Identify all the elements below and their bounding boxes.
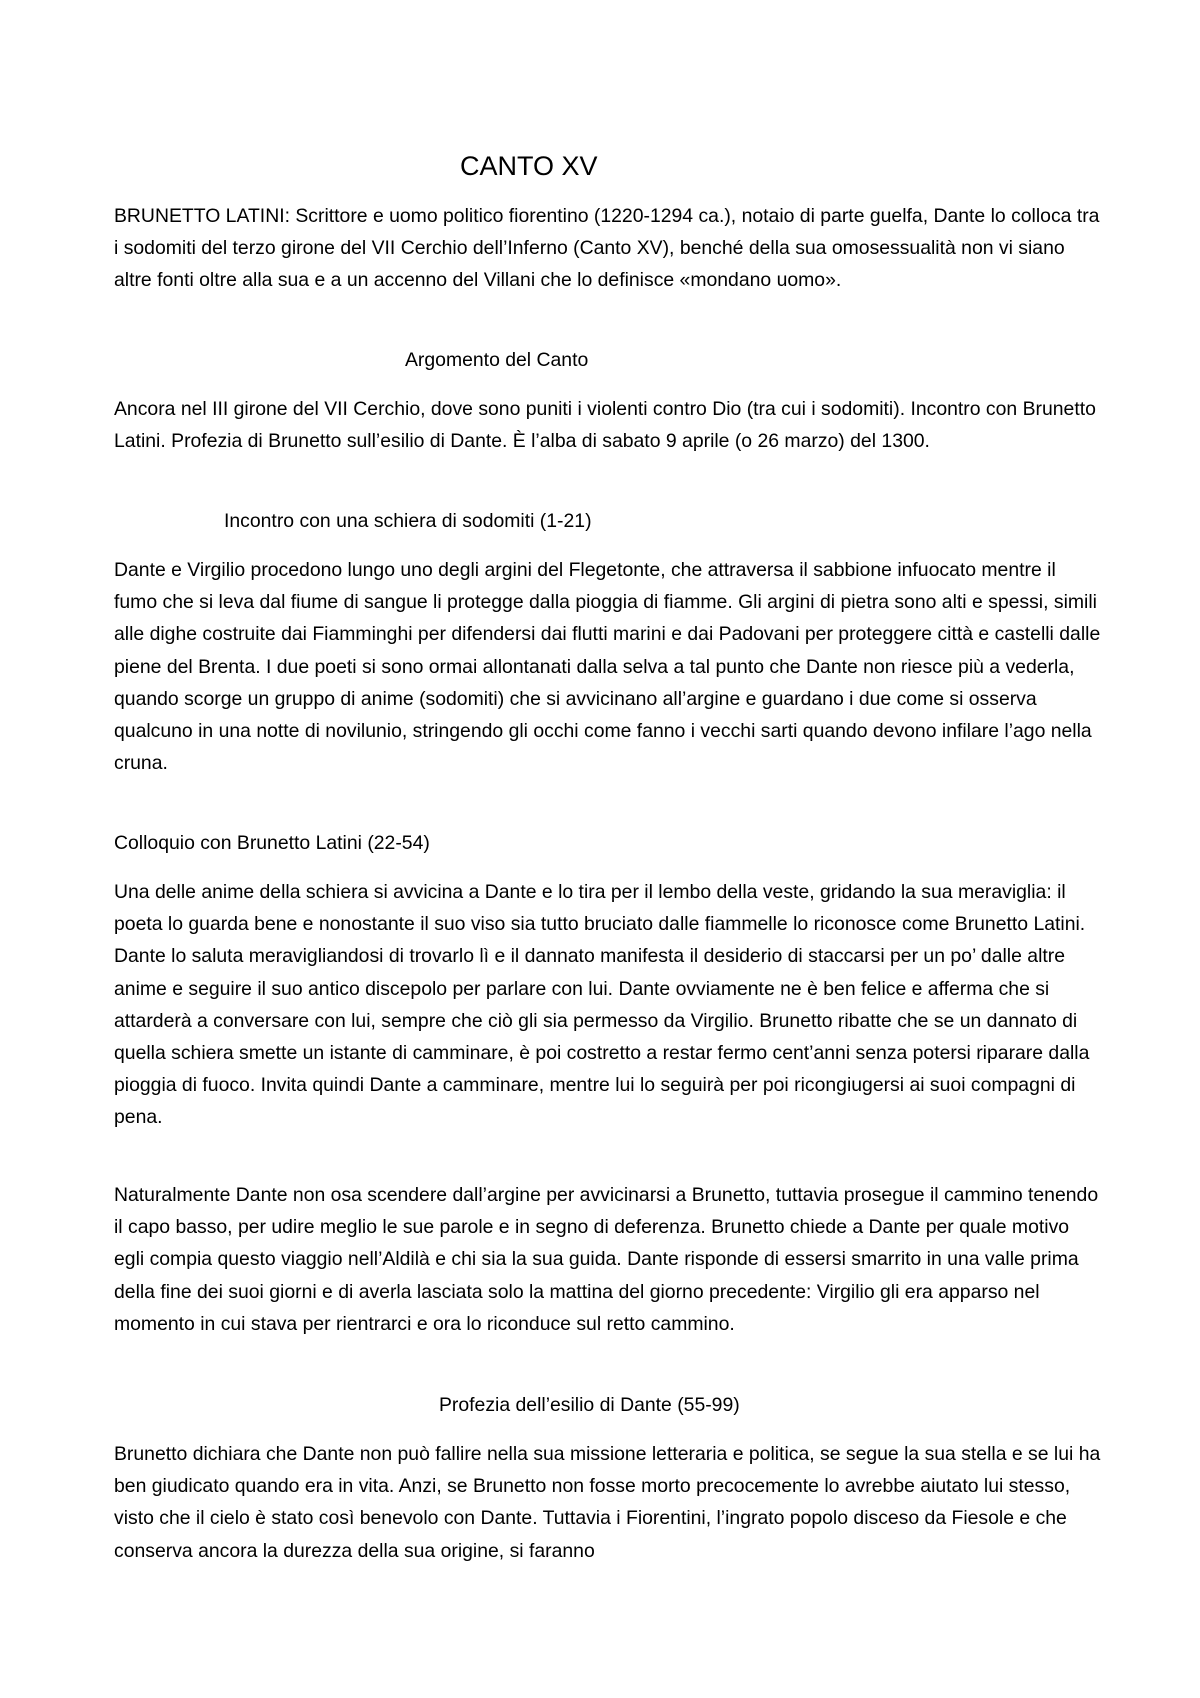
intro-paragraph: BRUNETTO LATINI: Scrittore e uomo politico fiorentino (1220-1294 ca.), notaio di parte guelfa, Dante lo colloca tra i sodomiti del terzo girone del VII Cerchio dell’Inferno (Canto XV), benché della sua omosessualità non vi siano altre fonti oltre alla sua e a un accenno del Villani che lo definisce «mondano uomo». [114, 205, 1100, 292]
colloquio-paragraph-2: Naturalmente Dante non osa scendere dall’argine per avvicinarsi a Brunetto, tuttavia prosegue il cammino tenendo il capo basso, per udire meglio le sue parole e in segno di deferenza. Brunetto chiede a Dante per quale motivo egli compia questo viaggio nell’Aldilà e chi sia la sua guida. Dante risponde di essersi smarrito in una valle prima della fine dei suoi giorni e di averla lasciata solo la mattina del giorno precedente: Virgilio gli era apparso nel momento in cui stava per rientrarci e ora lo riconduce sul retto cammino. [114, 1184, 1099, 1335]
colloquio-paragraph-1: Una delle anime della schiera si avvicina a Dante e lo tira per il lembo della veste, gridando la sua meraviglia: il poeta lo guarda bene e nonostante il suo viso sia tutto bruciato dalle fiammelle lo riconosce come Brunetto Latini. Dante lo saluta meravigliandosi di trovarlo lì e il dannato manifesta il desiderio di staccarsi per un po’ dalle altre anime e seguire il suo antico discepolo per parlare con lui. Dante ovviamente ne è ben felice e afferma che si attarderà a conversare con lui, sempre che ciò gli sia permesso da Virgilio. Brunetto ribatte che se un dannato di quella schiera smette un istante di camminare, è poi costretto a restar fermo cent’anni senza potersi riparare dalla pioggia di fuoco. Invita quindi Dante a camminare, mentre lui lo seguirà per poi ricongiugersi ai suoi compagni di pena. [114, 881, 1090, 1129]
page-title: CANTO XV [460, 151, 598, 181]
argomento-paragraph: Ancora nel III girone del VII Cerchio, dove sono puniti i violenti contro Dio (tra cui i sodomiti). Incontro con Brunetto Latini. Profezia di Brunetto sull’esilio di Dante. È l’alba di sabato 9 aprile (o 26 marzo) del 1300. [114, 398, 1096, 453]
incontro-paragraph: Dante e Virgilio procedono lungo uno degli argini del Flegetonte, che attraversa il sabbione infuocato mentre il fumo che si leva dal fiume di sangue li protegge dalla pioggia di fiamme. Gli argini di pietra sono alti e spessi, simili alle dighe costruite dai Fiamminghi per difendersi dai flutti marini e dai Padovani per proteggere città e castelli dalle piene del Brenta. I due poeti si sono ormai allontanati dalla selva a tal punto che Dante non riesce più a vederla, quando scorge un gruppo di anime (sodomiti) che si avvicinano all’argine e guardano i due come si osserva qualcuno in una notte di novilunio, stringendo gli occhi come fanno i vecchi sarti quando devono infilare l’ago nella cruna. [114, 559, 1101, 775]
section-heading-argomento: Argomento del Canto [405, 349, 589, 371]
profezia-paragraph: Brunetto dichiara che Dante non può fallire nella sua missione letteraria e politica, se segue la sua stella e se lui ha ben giudicato quando era in vita. Anzi, se Brunetto non fosse morto precocemente lo avrebbe aiutato lui stesso, visto che il cielo è stato così benevolo con Dante. Tuttavia i Fiorentini, l’ingrato popolo disceso da Fiesole e che conserva ancora la durezza della sua origine, si faranno [114, 1443, 1101, 1562]
section-heading-colloquio: Colloquio con Brunetto Latini (22-54) [114, 832, 430, 854]
section-heading-profezia: Profezia dell’esilio di Dante (55-99) [439, 1394, 740, 1416]
section-heading-incontro: Incontro con una schiera di sodomiti (1-21) [224, 510, 592, 532]
